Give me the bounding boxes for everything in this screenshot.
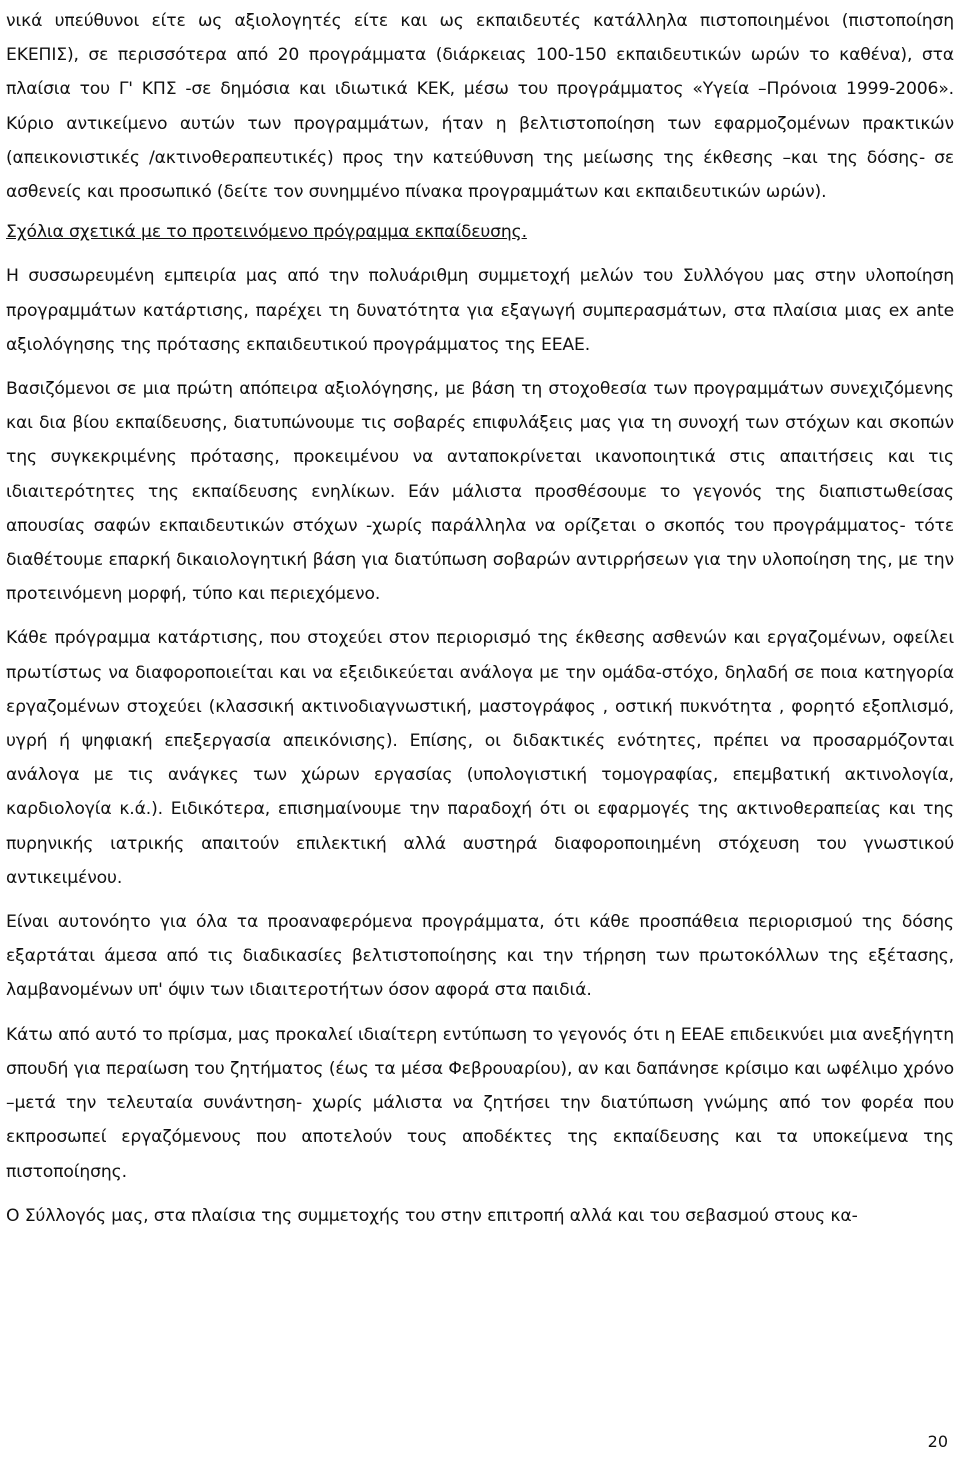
paragraph-evaluation-reservations: Βασιζόμενοι σε μια πρώτη απόπειρα αξιολόγησης, με βάση τη στοχοθεσία των προγραμμάτων συνεχιζόμενης και δια βίου εκπαίδευσης, διατυπώνουμε τις σοβαρές επιφυλάξεις μας για τη συνοχή των στόχων και σκοπών της συγκεκριμένης πρότασης, προκειμένου να ανταποκρίνεται ικανοποιητικά στις απαιτήσεις και τις ιδιαιτερότητες της εκπαίδευσης ενηλίκων. Εάν μάλιστα προσθέσουμε το γεγονός της διαπιστωθείσας απουσίας σαφών εκπαιδευτικών στόχων -χωρίς παράλληλα να ορίζεται ο σκοπός του προγράμματος- τότε διαθέτουμε επαρκή δικαιολογητική βάση για διατύπωση σοβαρών αντιρρήσεων για την υλοποίηση της, με την προτεινόμενη μορφή, τύπο και περιεχόμενο. xyxy=(6,379,954,605)
paragraph-accumulated-experience: Η συσσωρευμένη εμπειρία μας από την πολυάριθμη συμμετοχή μελών του Συλλόγου μας στην υλοποίηση προγραμμάτων κατάρτισης, παρέχει τη δυνατότητα για εξαγωγή συμπερασμάτων, στα πλαίσια μιας ex ante αξιολόγησης της πρότασης εκπαιδευτικού προγράμματος της ΕΕΑΕ. xyxy=(6,266,954,355)
paragraph-dose-optimization: Είναι αυτονόητο για όλα τα προαναφερόμενα προγράμματα, ότι κάθε προσπάθεια περιορισμού της δόσης εξαρτάται άμεσα από τις διαδικασίες βελτιστοποίησης και την τήρηση των πρωτοκόλλων της εξέτασης, λαμβανομένων υπ' όψιν των ιδιαιτεροτήτων όσον αφορά στα παιδιά. xyxy=(6,912,954,1001)
paragraph-programs-experience: νικά υπεύθυνοι είτε ως αξιολογητές είτε και ως εκπαιδευτές κατάλληλα πιστοποιημένοι (πιστοποίηση ΕΚΕΠΙΣ), σε περισσότερα από 20 προγράμματα (διάρκειας 100-150 εκπαιδευτικών ωρών το καθένα), στα πλαίσια του Γ' ΚΠΣ -σε δημόσια και ιδιωτικά ΚΕΚ, μέσω του προγράμματος «Υγεία –Πρόνοια 1999-2006». Κύριο αντικείμενο αυτών των προγραμμάτων, ήταν η βελτιστοποίηση των εφαρμοζομένων πρακτικών (απεικονιστικές /ακτινοθεραπευτικές) προς την κατεύθυνση της μείωσης της έκθεσης –και της δόσης- σε ασθενείς και προσωπικό (δείτε τον συνημμένο πίνακα προγραμμάτων και εκπαιδευτικών ωρών). xyxy=(6,11,954,203)
section-heading: Σχόλια σχετικά με το προτεινόμενο πρόγραμμα εκπαίδευσης. xyxy=(6,222,527,243)
page-number: 20 xyxy=(927,1432,948,1451)
paragraph-eeae-haste: Κάτω από αυτό το πρίσμα, μας προκαλεί ιδιαίτερη εντύπωση το γεγονός ότι η ΕΕΑΕ επιδεικνύει μια ανεξήγητη σπουδή για περαίωση του ζητήματος (έως τα μέσα Φεβρουαρίου), αν και δαπάνησε κρίσιμο και ωφέλιμο χρόνο –μετά την τελευταία συνάντηση- χωρίς μάλιστα να ζητήσει την διατύπωση γνώμης από τον φορέα που εκπροσωπεί εργαζόμενους που αποτελούν τους αποδέκτες της εκπαίδευσης και τα υποκείμενα της πιστοποίησης. xyxy=(6,1024,954,1182)
document-page xyxy=(6,4,954,1233)
paragraph-association-closing: Ο Σύλλογός μας, στα πλαίσια της συμμετοχής του στην επιτροπή αλλά και του σεβασμού στους κα- xyxy=(6,1205,858,1226)
paragraph-training-differentiation: Κάθε πρόγραμμα κατάρτισης, που στοχεύει στον περιορισμό της έκθεσης ασθενών και εργαζομένων, οφείλει πρωτίστως να διαφοροποιείται και να εξειδικεύεται ανάλογα με την ομάδα-στόχο, δηλαδή σε ποια κατηγορία εργαζομένων στοχεύει (κλασσική ακτινοδιαγνωστική, μαστογράφος , οστική πυκνότητα , φορητό εξοπλισμό, υγρή ή ψηφιακή επεξεργασία απεικόνισης). Επίσης, οι διδακτικές ενότητες, πρέπει να προσαρμόζονται ανάλογα με τις ανάγκες των χώρων εργασίας (υπολογιστική τομογραφίας, επεμβατική ακτινολογία, καρδιολογία κ.ά.). Ειδικότερα, επισημαίνουμε την παραδοχή ότι οι εφαρμογές της ακτινοθεραπείας και της πυρηνικής ιατρικής απαιτούν επιλεκτική αλλά αυστηρά διαφοροποιημένη στόχευση του γνωστικού αντικειμένου. xyxy=(6,628,954,888)
